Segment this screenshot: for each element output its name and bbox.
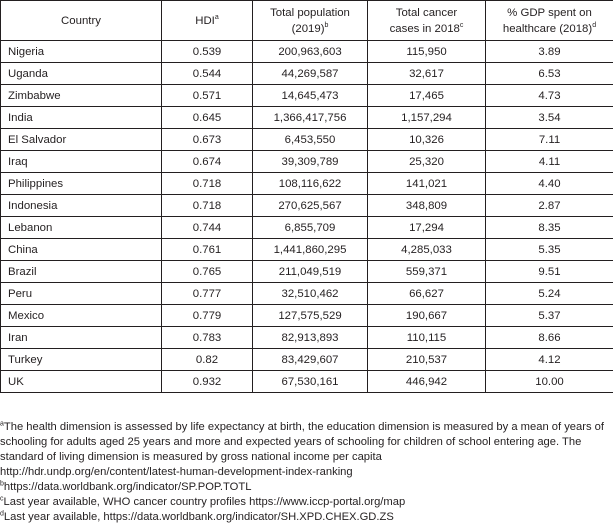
cell-hdi: 0.82 xyxy=(162,349,253,371)
footnotes xyxy=(0,420,610,525)
cell-hdi: 0.539 xyxy=(162,41,253,63)
table-row xyxy=(1,195,613,217)
cell-population: 200,963,603 xyxy=(253,41,368,63)
cell-cancer-cases: 10,326 xyxy=(368,129,486,151)
table-row xyxy=(1,327,613,349)
cell-country: Turkey xyxy=(1,349,162,371)
footnote-marker: d xyxy=(0,510,4,517)
header-hdi-label: HDI xyxy=(195,15,215,27)
footnote-text: Last year available, WHO cancer country profiles https://www.iccp-portal.org/map xyxy=(4,496,406,508)
cell-cancer-cases: 190,667 xyxy=(368,305,486,327)
cell-gdp-health: 9.51 xyxy=(486,261,613,283)
footnote-text: http://hdr.undp.org/en/content/latest-human-development-index-ranking xyxy=(0,466,353,478)
cell-hdi: 0.718 xyxy=(162,173,253,195)
cell-country: Uganda xyxy=(1,63,162,85)
cell-cancer-cases: 17,294 xyxy=(368,217,486,239)
table-row xyxy=(1,349,613,371)
cell-country: India xyxy=(1,107,162,129)
cell-country: El Salvador xyxy=(1,129,162,151)
header-row xyxy=(1,1,613,41)
cell-hdi: 0.645 xyxy=(162,107,253,129)
cell-population: 1,441,860,295 xyxy=(253,239,368,261)
cell-cancer-cases: 115,950 xyxy=(368,41,486,63)
header-hdi xyxy=(162,1,253,41)
cell-gdp-health: 4.73 xyxy=(486,85,613,107)
cell-gdp-health: 5.37 xyxy=(486,305,613,327)
cell-gdp-health: 4.12 xyxy=(486,349,613,371)
cell-hdi: 0.761 xyxy=(162,239,253,261)
table-row xyxy=(1,63,613,85)
table-row xyxy=(1,85,613,107)
cell-hdi: 0.674 xyxy=(162,151,253,173)
cell-gdp-health: 10.00 xyxy=(486,371,613,393)
cell-country: China xyxy=(1,239,162,261)
cell-population: 83,429,607 xyxy=(253,349,368,371)
footnote xyxy=(0,420,610,465)
cell-population: 67,530,161 xyxy=(253,371,368,393)
cell-gdp-health: 4.40 xyxy=(486,173,613,195)
cell-population: 44,269,587 xyxy=(253,63,368,85)
cell-population: 14,645,473 xyxy=(253,85,368,107)
cell-gdp-health: 5.24 xyxy=(486,283,613,305)
cell-cancer-cases: 4,285,033 xyxy=(368,239,486,261)
table-body xyxy=(1,41,613,393)
cell-gdp-health: 3.54 xyxy=(486,107,613,129)
cell-cancer-cases: 32,617 xyxy=(368,63,486,85)
table-row xyxy=(1,371,613,393)
footnote-text: https://data.worldbank.org/indicator/SP.POP.TOTL xyxy=(4,481,252,493)
header-gdp-health xyxy=(486,1,613,41)
cell-population: 108,116,622 xyxy=(253,173,368,195)
cell-country: Philippines xyxy=(1,173,162,195)
footnote-marker: a xyxy=(0,420,4,427)
cell-gdp-health: 6.53 xyxy=(486,63,613,85)
footnote-marker: b xyxy=(325,22,329,29)
cell-cancer-cases: 446,942 xyxy=(368,371,486,393)
header-cancer-line2: cases in 2018 xyxy=(390,23,460,35)
cell-hdi: 0.718 xyxy=(162,195,253,217)
cell-country: Brazil xyxy=(1,261,162,283)
cell-population: 127,575,529 xyxy=(253,305,368,327)
footnote-text: Last year available, https://data.worldbank.org/indicator/SH.XPD.CHEX.GD.ZS xyxy=(4,511,394,523)
table-row xyxy=(1,283,613,305)
cell-cancer-cases: 210,537 xyxy=(368,349,486,371)
table-row xyxy=(1,217,613,239)
cell-cancer-cases: 25,320 xyxy=(368,151,486,173)
cell-hdi: 0.744 xyxy=(162,217,253,239)
cell-hdi: 0.783 xyxy=(162,327,253,349)
cell-hdi: 0.544 xyxy=(162,63,253,85)
cell-country: Zimbabwe xyxy=(1,85,162,107)
cell-population: 39,309,789 xyxy=(253,151,368,173)
header-cancer-cases xyxy=(368,1,486,41)
header-country-label: Country xyxy=(61,15,101,27)
cell-country: Iraq xyxy=(1,151,162,173)
cell-gdp-health: 4.11 xyxy=(486,151,613,173)
footnote xyxy=(0,465,610,480)
cell-gdp-health: 5.35 xyxy=(486,239,613,261)
cell-hdi: 0.779 xyxy=(162,305,253,327)
cell-country: UK xyxy=(1,371,162,393)
footnote-marker: a xyxy=(215,14,219,21)
header-gdp-line2: healthcare (2018) xyxy=(503,23,592,35)
footnote-text: The health dimension is assessed by life expectancy at birth, the education dimension is measured by a mean of years of schooling for adults aged 25 years and more and expected years of schooling for children of school entering age. The standard of living dimension is measured by gross national income per capita xyxy=(0,421,604,463)
cell-country: Nigeria xyxy=(1,41,162,63)
cell-gdp-health: 3.89 xyxy=(486,41,613,63)
cell-cancer-cases: 348,809 xyxy=(368,195,486,217)
cell-cancer-cases: 66,627 xyxy=(368,283,486,305)
header-population-line1: Total population xyxy=(253,5,367,21)
cell-gdp-health: 8.66 xyxy=(486,327,613,349)
cell-population: 82,913,893 xyxy=(253,327,368,349)
header-population-line2: (2019) xyxy=(292,23,325,35)
cell-country: Peru xyxy=(1,283,162,305)
table-row xyxy=(1,41,613,63)
footnote xyxy=(0,510,610,525)
cell-country: Indonesia xyxy=(1,195,162,217)
table-row xyxy=(1,107,613,129)
header-cancer-line1: Total cancer xyxy=(368,5,485,21)
cell-cancer-cases: 17,465 xyxy=(368,85,486,107)
table-row xyxy=(1,151,613,173)
table-row xyxy=(1,261,613,283)
cell-cancer-cases: 141,021 xyxy=(368,173,486,195)
cell-population: 6,855,709 xyxy=(253,217,368,239)
cell-population: 1,366,417,756 xyxy=(253,107,368,129)
cell-country: Mexico xyxy=(1,305,162,327)
cell-country: Lebanon xyxy=(1,217,162,239)
cell-hdi: 0.932 xyxy=(162,371,253,393)
header-population xyxy=(253,1,368,41)
footnote-marker: c xyxy=(0,495,4,502)
cell-gdp-health: 7.11 xyxy=(486,129,613,151)
header-gdp-line1: % GDP spent on xyxy=(486,5,613,21)
table-row xyxy=(1,173,613,195)
footnote-marker: b xyxy=(0,480,4,487)
cell-population: 270,625,567 xyxy=(253,195,368,217)
footnote xyxy=(0,480,610,495)
footnote xyxy=(0,495,610,510)
table-row xyxy=(1,239,613,261)
cell-cancer-cases: 559,371 xyxy=(368,261,486,283)
cell-gdp-health: 8.35 xyxy=(486,217,613,239)
footnote-marker: d xyxy=(592,22,596,29)
cell-hdi: 0.777 xyxy=(162,283,253,305)
header-country xyxy=(1,1,162,41)
cell-hdi: 0.571 xyxy=(162,85,253,107)
cell-population: 6,453,550 xyxy=(253,129,368,151)
footnote-marker: c xyxy=(460,22,464,29)
cell-cancer-cases: 1,157,294 xyxy=(368,107,486,129)
cell-gdp-health: 2.87 xyxy=(486,195,613,217)
table-row xyxy=(1,129,613,151)
table-header xyxy=(1,1,613,41)
cell-country: Iran xyxy=(1,327,162,349)
table-row xyxy=(1,305,613,327)
cell-hdi: 0.765 xyxy=(162,261,253,283)
cell-population: 32,510,462 xyxy=(253,283,368,305)
cell-cancer-cases: 110,115 xyxy=(368,327,486,349)
cell-population: 211,049,519 xyxy=(253,261,368,283)
cell-hdi: 0.673 xyxy=(162,129,253,151)
